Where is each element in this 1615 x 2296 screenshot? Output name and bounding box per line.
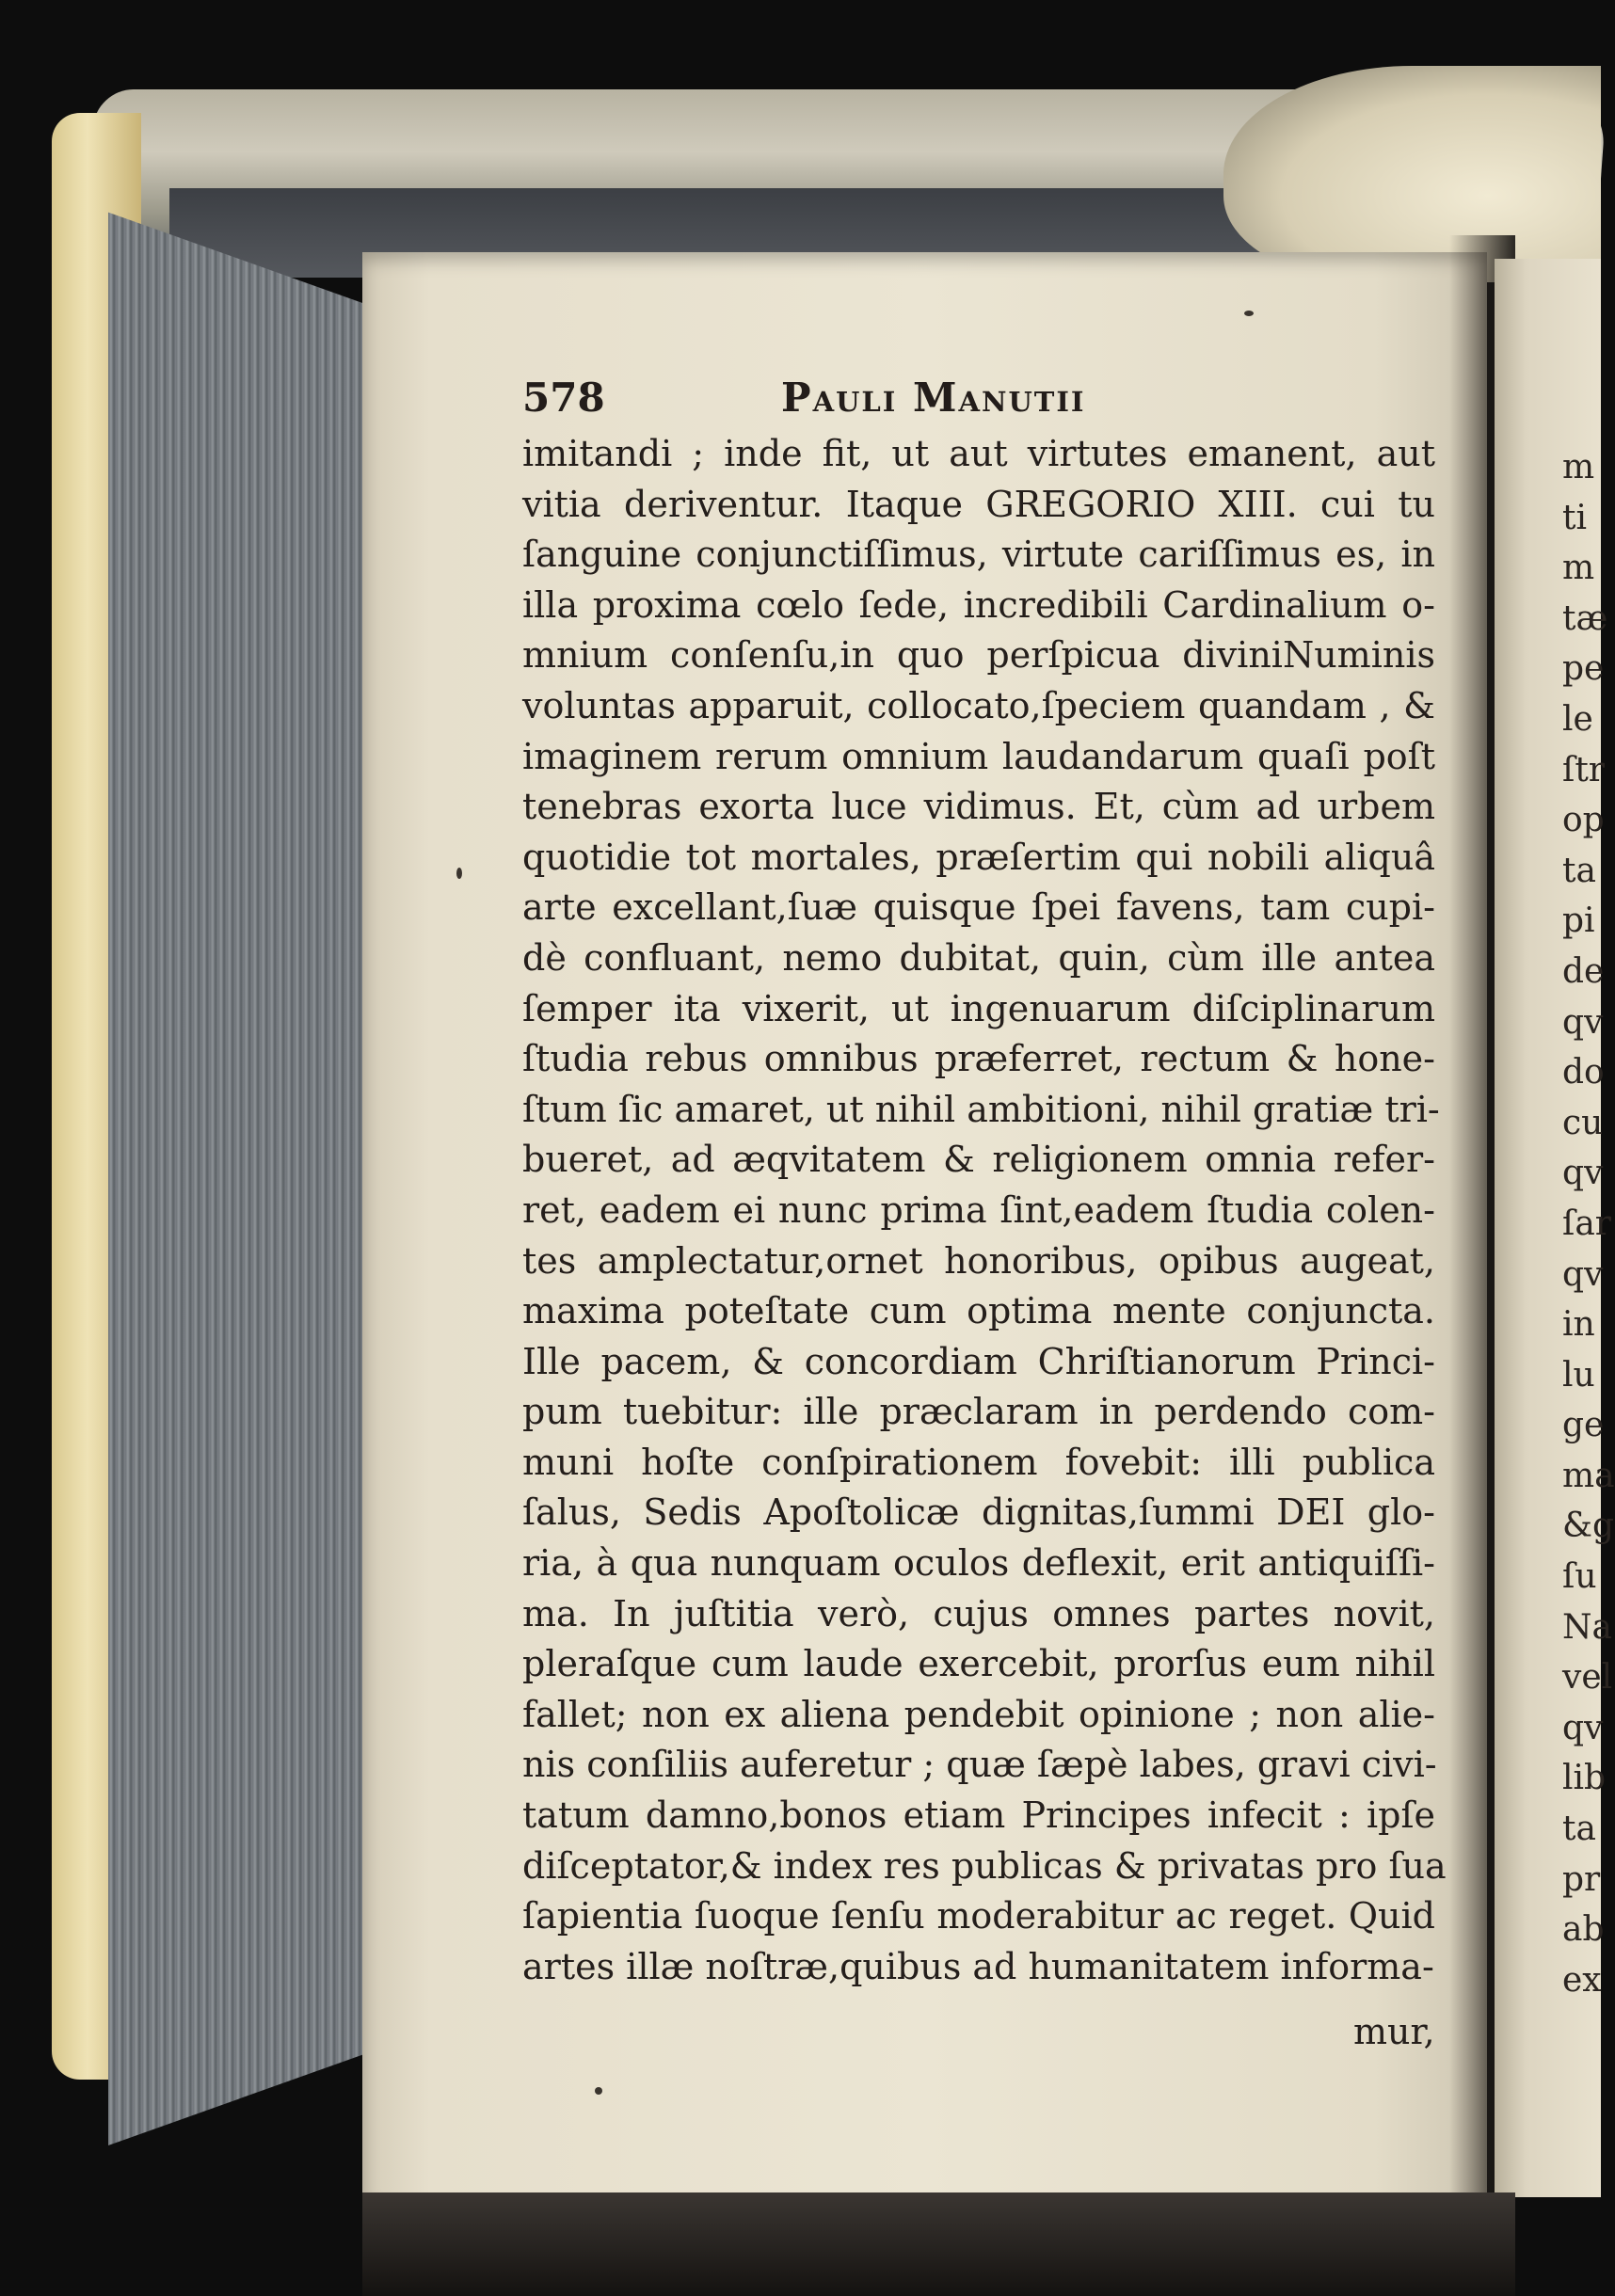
facing-line-fragment: op xyxy=(1562,801,1605,840)
facing-line-fragment: do xyxy=(1562,1053,1605,1092)
text-line: ſtum ſic amaret, ut nihil ambitioni, nihil gratiæ tri- xyxy=(522,1088,1440,1130)
ink-speck xyxy=(1244,311,1254,316)
facing-line-fragment: &g xyxy=(1562,1507,1615,1546)
text-line: ſtudia rebus omnibus præferret, rectum & hone- xyxy=(522,1038,1435,1080)
running-head xyxy=(522,369,1238,427)
facing-line-fragment: de xyxy=(1562,951,1605,991)
catchword: mur, xyxy=(1353,2011,1435,2052)
text-line: ſanguine conjunctiſſimus, virtute cariſſimus es, in xyxy=(522,534,1435,576)
facing-line-fragment: ma xyxy=(1562,1456,1615,1495)
text-line: imitandi ; inde fit, ut aut virtutes emanent, aut xyxy=(522,433,1435,474)
text-line: tes amplectatur,ornet honoribus, opibus augeat, xyxy=(522,1239,1435,1282)
text-line: ſalus, Sedis Apoſtolicæ dignitas,ſummi DEI glo- xyxy=(522,1491,1435,1534)
page-stack-fore-edge xyxy=(108,132,391,2145)
page-number: 578 xyxy=(522,375,605,421)
facing-line-fragment: tæ xyxy=(1562,598,1608,638)
text-line: maxima poteſtate cum optima mente conjuncta. xyxy=(522,1290,1435,1332)
facing-line-fragment: Na xyxy=(1562,1607,1612,1647)
text-line: vitia deriventur. Itaque GREGORIO XIII. cui tu xyxy=(522,483,1435,525)
facing-page-text xyxy=(1562,442,1615,2005)
facing-line-fragment: ex xyxy=(1562,1960,1602,2000)
facing-line-fragment: m xyxy=(1562,448,1595,486)
facing-line-fragment: pi xyxy=(1562,901,1595,941)
text-line: fallet; non ex aliena pendebit opinione ; non alie- xyxy=(522,1693,1435,1735)
facing-line-fragment: qv xyxy=(1562,1002,1604,1042)
facing-line-fragment: ſtr xyxy=(1562,750,1605,789)
text-line: tatum damno,bonos etiam Principes infecit : ipſe xyxy=(522,1794,1435,1837)
text-line: diſceptator,& index res publicas & privatas pro ſua xyxy=(522,1844,1447,1887)
facing-line-fragment: pe xyxy=(1562,649,1605,689)
running-title: Pauli Manutii xyxy=(781,375,1086,421)
text-line: artes illæ noſtræ,quibus ad humanitatem informa- xyxy=(522,1945,1434,1987)
facing-line-fragment: m xyxy=(1562,549,1595,588)
facing-line-fragment: ſar xyxy=(1562,1204,1611,1243)
text-line: ma. In juſtitia verò, cujus omnes partes novit, xyxy=(522,1592,1435,1634)
ink-speck xyxy=(456,868,462,879)
facing-line-fragment: ſu xyxy=(1562,1557,1597,1597)
facing-line-fragment: qv xyxy=(1562,1254,1604,1294)
facing-line-fragment: ab xyxy=(1562,1910,1605,1950)
text-line: ſemper ita vixerit, ut ingenuarum diſciplinarum xyxy=(522,987,1435,1029)
facing-line-fragment: lib xyxy=(1562,1759,1607,1798)
facing-line-fragment: ta xyxy=(1562,851,1596,890)
text-line: quotidie tot mortales, præſertim qui nobili aliquâ xyxy=(522,836,1435,878)
facing-line-fragment: ta xyxy=(1562,1810,1596,1849)
facing-line-fragment: qv xyxy=(1562,1708,1604,1747)
text-line: voluntas apparuit, collocato,ſpeciem quandam , & xyxy=(522,684,1435,726)
text-line: mnium conſenſu,in quo perſpicua diviniNuminis xyxy=(522,634,1435,677)
text-line: illa proxima cœlo ſede, incredibili Cardinalium o- xyxy=(522,583,1435,626)
text-line: ria, à qua nunquam oculos deflexit, erit antiquiſſi- xyxy=(522,1542,1435,1585)
text-line: ret, eadem ei nunc prima ſint,eadem ſtudia colen- xyxy=(522,1188,1435,1231)
text-line: tenebras exorta luce vidimus. Et, cùm ad urbem xyxy=(522,786,1435,828)
facing-line-fragment: pr xyxy=(1562,1859,1601,1899)
text-line: pum tuebitur: ille præclaram in perdendo com- xyxy=(522,1391,1435,1433)
text-line: pleraſque cum laude exercebit, prorſus eum nihil xyxy=(522,1643,1435,1685)
book-bottom-edge xyxy=(362,2192,1515,2296)
text-line: nis conſiliis auferetur ; quæ ſæpè labes, gravi civi- xyxy=(522,1744,1437,1786)
facing-line-fragment: cu xyxy=(1562,1103,1604,1142)
page-body-text xyxy=(522,429,1463,1992)
facing-line-fragment: ti xyxy=(1562,498,1587,537)
ink-speck xyxy=(595,2087,602,2095)
facing-line-fragment: qv xyxy=(1562,1154,1604,1193)
text-line: ſapientia ſuoque ſenſu moderabitur ac reget. Quid xyxy=(522,1895,1435,1937)
text-line: muni hoſte conſpirationem fovebit: illi publica xyxy=(522,1441,1435,1483)
text-line: imaginem rerum omnium laudandarum quaſi poſt xyxy=(522,735,1435,777)
facing-leaf-curl xyxy=(1223,66,1601,282)
text-line: Ille pacem, & concordiam Chriſtianorum Princi- xyxy=(522,1340,1435,1382)
facing-line-fragment: le xyxy=(1562,699,1593,739)
facing-line-fragment: vel xyxy=(1562,1658,1613,1698)
text-line: arte excellant,ſuæ quisque ſpei favens, tam cupi- xyxy=(522,886,1435,929)
facing-line-fragment: lu xyxy=(1562,1355,1595,1395)
text-line: dè confluant, nemo dubitat, quin, cùm ille antea xyxy=(522,936,1435,979)
text-line: bueret, ad æqvitatem & religionem omnia refer- xyxy=(522,1139,1435,1181)
facing-line-fragment: ge xyxy=(1562,1406,1605,1445)
facing-line-fragment: in xyxy=(1562,1305,1595,1345)
